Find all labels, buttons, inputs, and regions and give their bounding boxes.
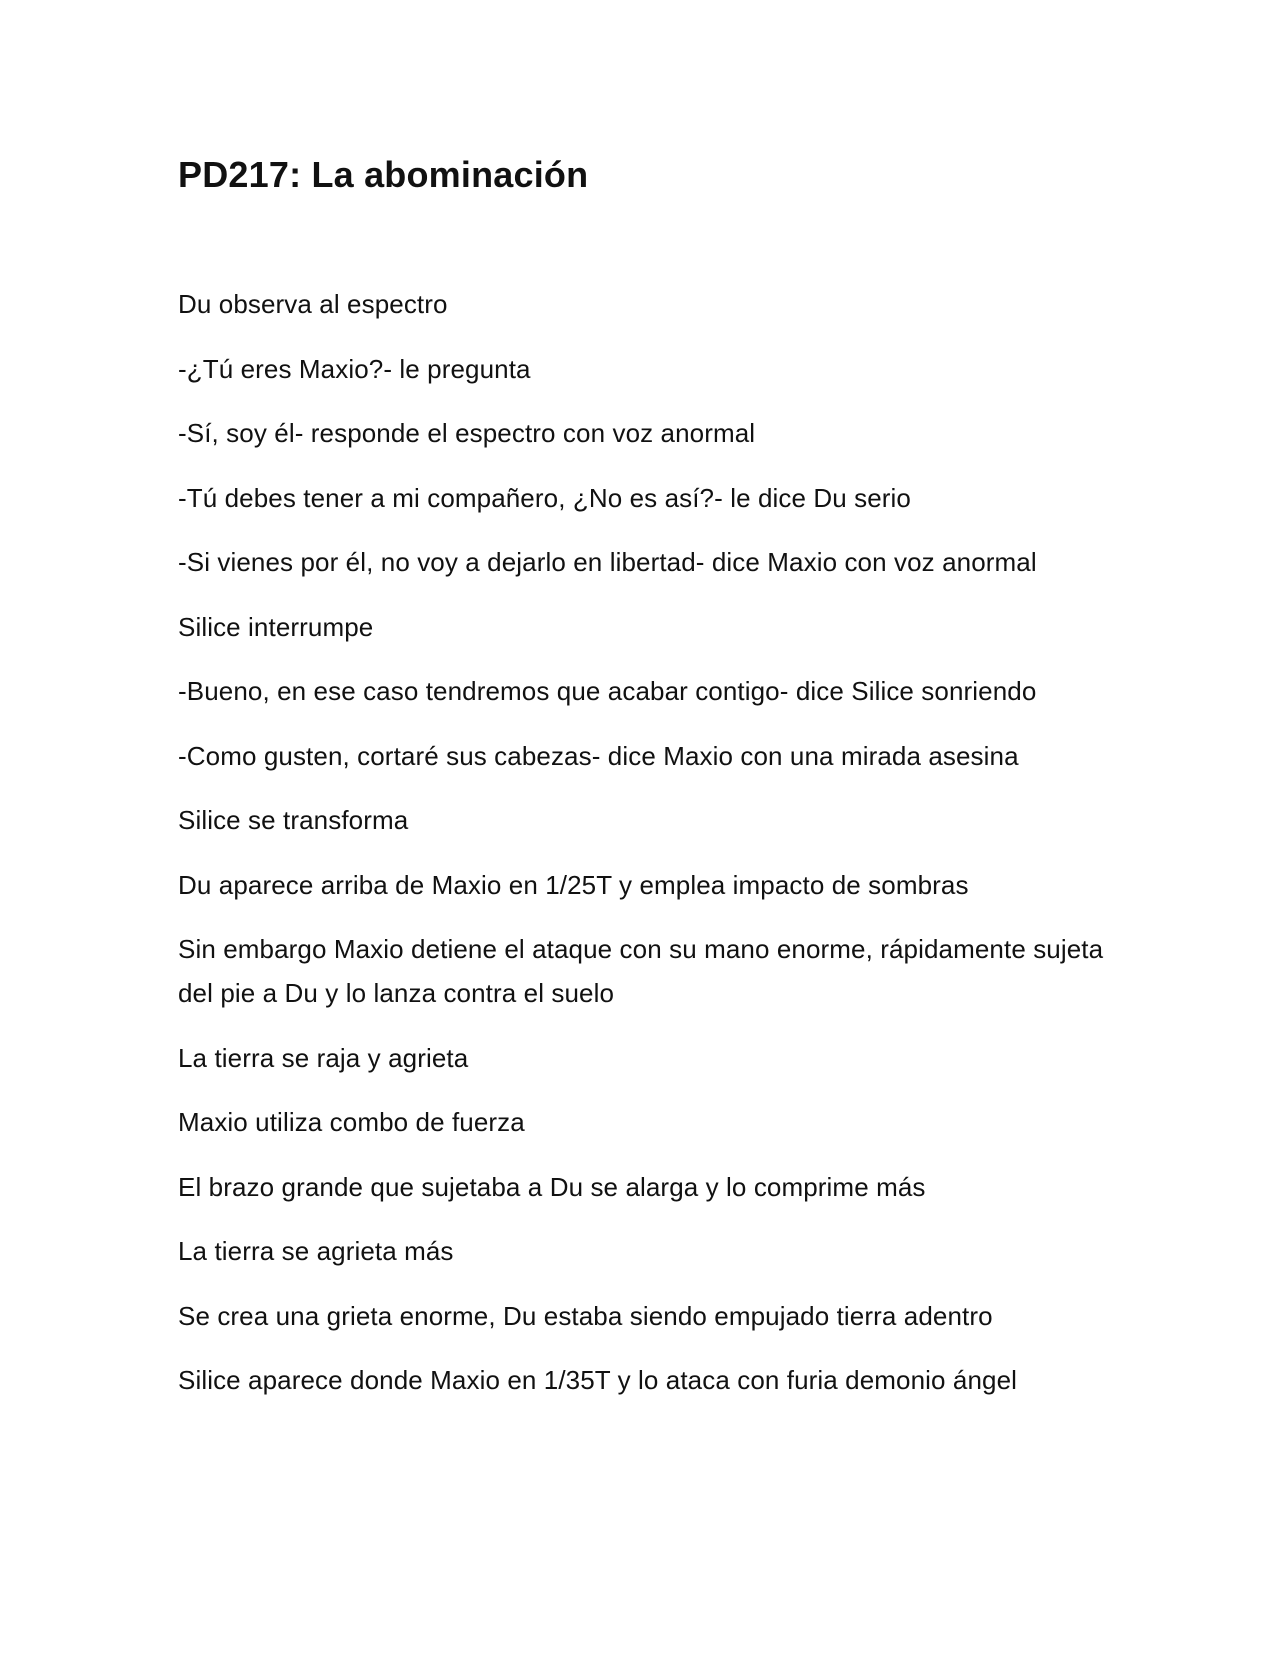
paragraph: Du aparece arriba de Maxio en 1/25T y emplea impacto de sombras [178,869,969,900]
paragraph: El brazo grande que sujetaba a Du se alarga y lo comprime más [178,1171,926,1202]
document-body [178,150,1118,1423]
document-title: PD217: La abominación [178,154,589,195]
paragraph: -Bueno, en ese caso tendremos que acabar contigo- dice Silice sonriendo [178,676,1037,706]
paragraph: Sin embargo Maxio detiene el ataque con su mano enorme, rápidamente sujeta del pie a Du y lo lanza contra el suelo [178,934,1104,1008]
paragraph: -Si vienes por él, no voy a dejarlo en libertad- dice Maxio con voz anormal [178,547,1037,577]
paragraph-list [178,282,1118,1402]
paragraph: Silice se transforma [178,805,409,835]
paragraph: La tierra se agrieta más [178,1236,454,1266]
paragraph: -Como gusten, cortaré sus cabezas- dice Maxio con una mirada asesina [178,740,1019,771]
paragraph: Silice interrumpe [178,611,374,642]
paragraph: Du observa al espectro [178,289,448,319]
paragraph: Silice aparece donde Maxio en 1/35T y lo ataca con furia demonio ángel [178,1365,1018,1395]
paragraph: Maxio utiliza combo de fuerza [178,1107,525,1137]
paragraph: -¿Tú eres Maxio?- le pregunta [178,353,531,384]
paragraph: -Tú debes tener a mi compañero, ¿No es así?- le dice Du serio [178,482,911,513]
paragraph: -Sí, soy él- responde el espectro con voz anormal [178,418,756,448]
paragraph: Se crea una grieta enorme, Du estaba siendo empujado tierra adentro [178,1300,993,1331]
paragraph: La tierra se raja y agrieta [178,1042,469,1073]
